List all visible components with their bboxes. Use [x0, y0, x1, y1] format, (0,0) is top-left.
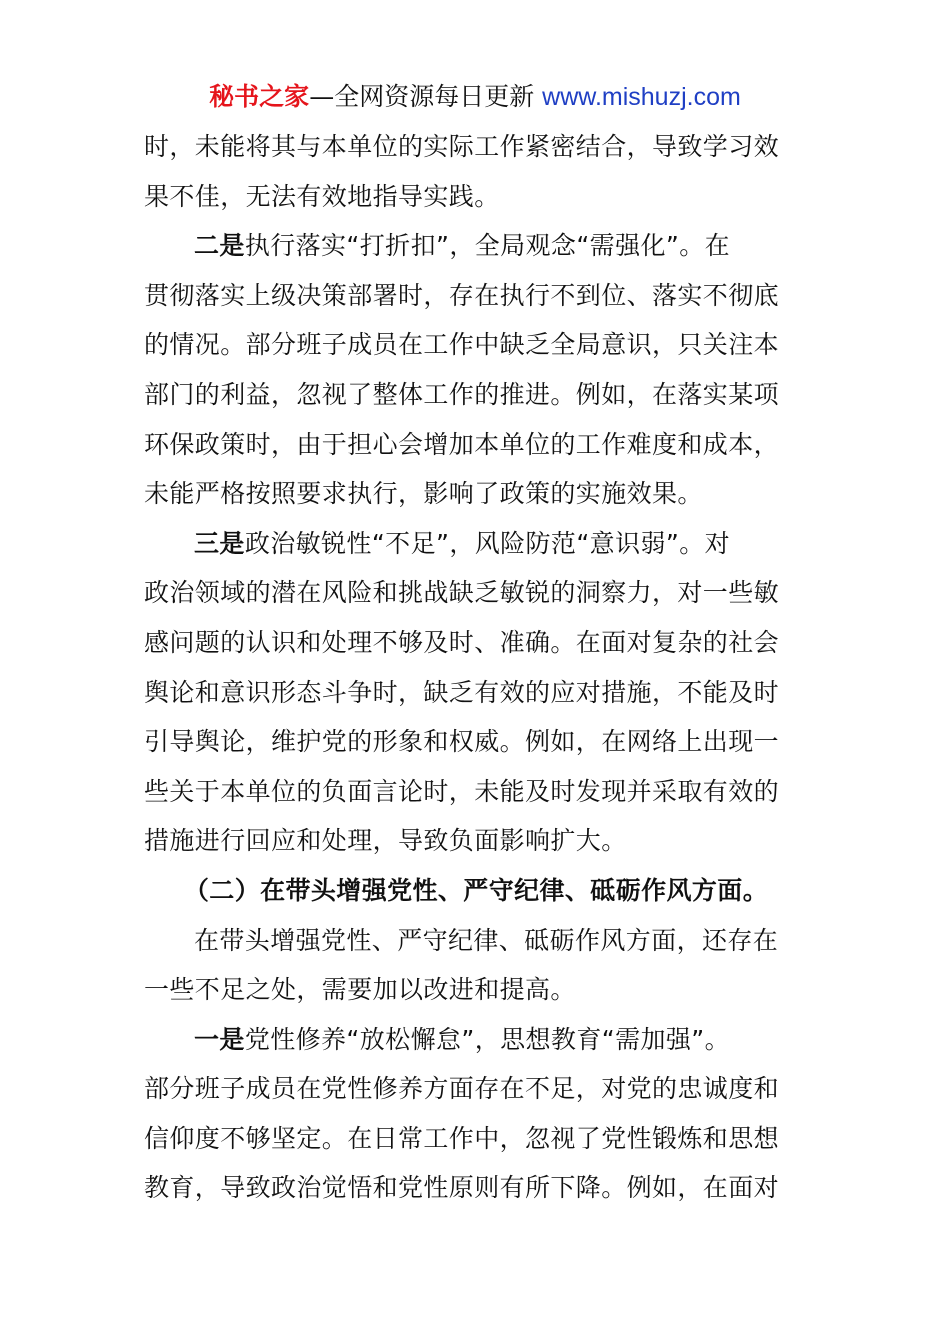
text-line: 环保政策时，由于担心会增加本单位的工作难度和成本，: [144, 429, 780, 459]
paragraph-lead: 一是: [194, 1024, 245, 1054]
text-line: 未能严格按照要求执行，影响了政策的实施效果。: [144, 479, 703, 509]
text-line: 教育，导致政治觉悟和党性原则有所下降。例如，在面对: [144, 1173, 780, 1203]
text-line: 政治领域的潜在风险和挑战缺乏敏锐的洞察力，对一些敏: [144, 578, 780, 608]
site-url-link[interactable]: www.mishuzj.com: [542, 83, 741, 111]
text-line: 贯彻落实上级决策部署时，存在执行不到位、落实不彻底: [144, 280, 780, 310]
paragraph-lead: 三是: [194, 528, 245, 558]
text-line: 些关于本单位的负面言论时，未能及时发现并采取有效的: [144, 776, 780, 806]
paragraph-lead-line: 三是政治敏锐性“不足”，风险防范“意识弱”。对: [194, 528, 731, 558]
section-heading: （二）在带头增强党性、严守纪律、砥砺作风方面。: [183, 875, 769, 905]
paragraph-lead-line: 二是执行落实“打折扣”，全局观念“需强化”。在: [194, 231, 731, 261]
text-line: 部门的利益，忽视了整体工作的推进。例如，在落实某项: [144, 379, 780, 409]
text-line: 舆论和意识形态斗争时，缺乏有效的应对措施，不能及时: [144, 677, 780, 707]
paragraph-lead: 二是: [194, 231, 245, 261]
text-line: 引导舆论，维护党的形象和权威。例如，在网络上出现一: [144, 727, 780, 757]
text-line: 部分班子成员在党性修养方面存在不足，对党的忠诚度和: [144, 1074, 780, 1104]
header-tagline: —全网资源每日更新: [309, 82, 535, 111]
text-line: 信仰度不够坚定。在日常工作中，忽视了党性锻炼和思想: [144, 1123, 780, 1153]
text-line: 果不佳，无法有效地指导实践。: [144, 181, 500, 211]
brand-name: 秘书之家: [209, 82, 310, 111]
paragraph-lead-line: 一是党性修养“放松懈怠”，思想教育“需加强”。: [194, 1024, 731, 1054]
text-line: 的情况。部分班子成员在工作中缺乏全局意识，只关注本: [144, 330, 780, 360]
document-body: [144, 122, 808, 1213]
text-line: 在带头增强党性、严守纪律、砥砺作风方面，还存在: [194, 925, 779, 955]
text-line: 一些不足之处，需要加以改进和提高。: [144, 975, 576, 1005]
text-line: 感问题的认识和处理不够及时、准确。在面对复杂的社会: [144, 627, 780, 657]
text-line: 措施进行回应和处理，导致负面影响扩大。: [144, 826, 627, 856]
text-line: 时，未能将其与本单位的实际工作紧密结合，导致学习效: [144, 132, 780, 161]
site-header: [0, 80, 950, 114]
